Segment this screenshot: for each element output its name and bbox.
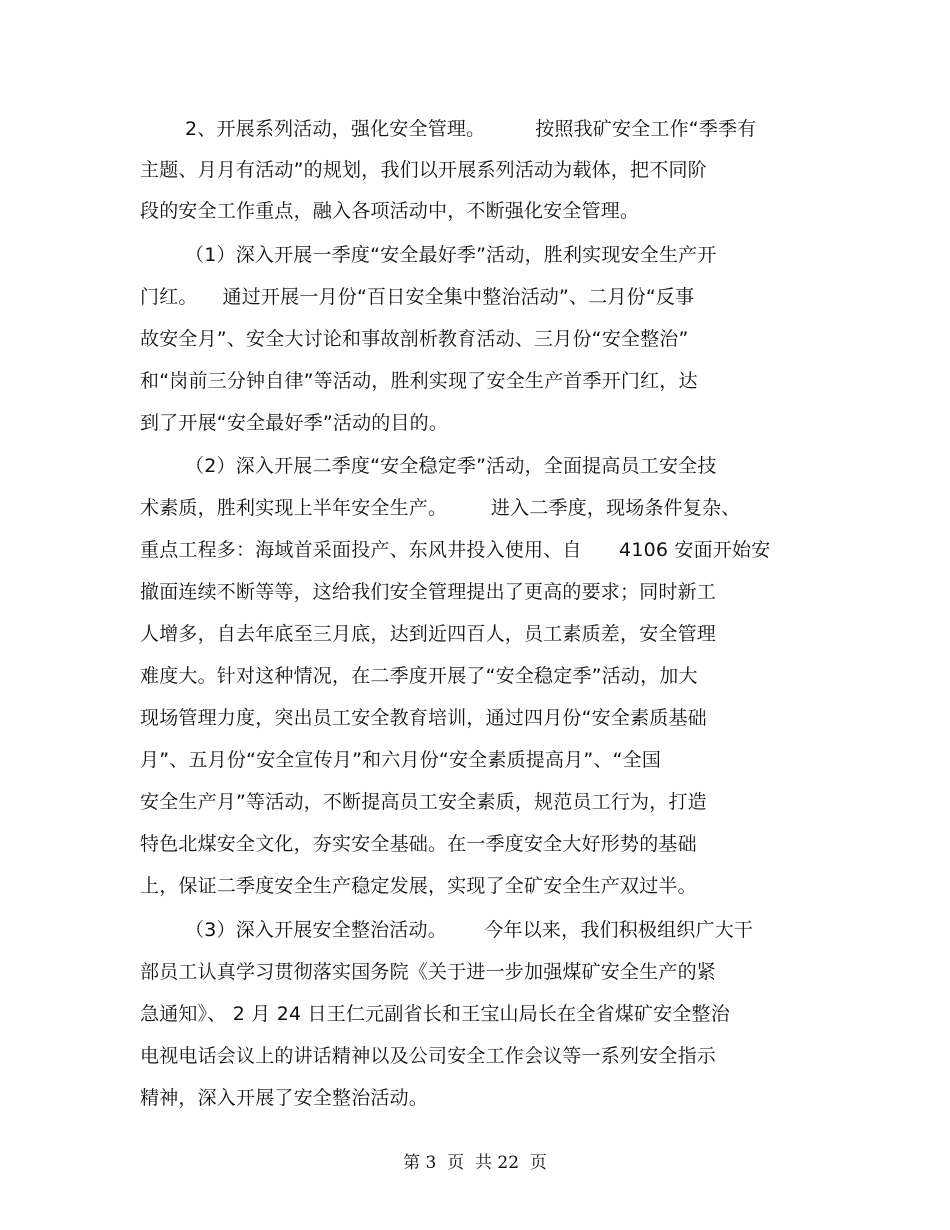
- paragraph-line: 精神，深入开展了安全整治活动。: [140, 1087, 429, 1109]
- paragraph-line: 故安全月”、安全大讨论和事故剖析教育活动、三月份“安全整治”: [140, 328, 689, 350]
- page-number-footer: 第 3 页 共 22 页: [403, 1153, 547, 1173]
- paragraph-line: （3）深入开展安全整治活动。 今年以来，我们积极组织广大干: [185, 919, 754, 941]
- paragraph-line: 门红。 通过开展一月份“百日安全集中整治活动”、二月份“反事: [140, 286, 695, 308]
- paragraph-line: 急通知》、 2 月 24 日王仁元副省长和王宝山局长在全省煤矿安全整治: [140, 1003, 730, 1025]
- paragraph-line: 部员工认真学习贯彻落实国务院《关于进一步加强煤矿安全生产的紧: [140, 961, 717, 983]
- paragraph-line: 安全生产月”等活动，不断提高员工安全素质，规范员工行为，打造: [140, 791, 707, 813]
- paragraph-line: 上，保证二季度安全生产稳定发展，实现了全矿安全生产双过半。: [140, 875, 697, 897]
- paragraph-line: 术素质，胜利实现上半年安全生产。 进入二季度，现场条件复杂、: [140, 497, 741, 519]
- paragraph-line: 难度大。针对这种情况，在二季度开展了“安全稳定季”活动，加大: [140, 665, 698, 687]
- paragraph-line: 2、开展系列活动，强化安全管理。 按照我矿安全工作“季季有: [185, 118, 757, 140]
- paragraph-line: 重点工程多：海域首采面投产、东风井投入使用、自 4106 安面开始安: [140, 539, 771, 561]
- paragraph-line: 电视电话会议上的讲话精神以及公司安全工作会议等一系列安全指示: [140, 1045, 717, 1067]
- paragraph-line: 段的安全工作重点，融入各项活动中，不断强化安全管理。: [140, 200, 640, 222]
- paragraph-line: 特色北煤安全文化，夯实安全基础。在一季度安全大好形势的基础: [140, 833, 697, 855]
- paragraph-line: 人增多，自去年底至三月底，达到近四百人，员工素质差，安全管理: [140, 623, 717, 645]
- paragraph-line: 月”、五月份“安全宣传月”和六月份“安全素质提高月”、“全国: [140, 749, 662, 771]
- paragraph-line: 现场管理力度，突出员工安全教育培训，通过四月份“安全素质基础: [140, 707, 707, 729]
- paragraph-line: 撤面连续不断等等，这给我们安全管理提出了更高的要求；同时新工: [140, 581, 717, 603]
- paragraph-line: （2）深入开展二季度“安全稳定季”活动，全面提高员工安全技: [185, 455, 717, 477]
- paragraph-line: 和“岗前三分钟自律”等活动，胜利实现了安全生产首季开门红，达: [140, 370, 698, 392]
- paragraph-line: 主题、月月有活动”的规划，我们以开展系列活动为载体，把不同阶: [140, 159, 707, 181]
- paragraph-line: （1）深入开展一季度“安全最好季”活动，胜利实现安全生产开: [185, 244, 717, 266]
- paragraph-line: 到了开展“安全最好季”活动的目的。: [140, 412, 449, 434]
